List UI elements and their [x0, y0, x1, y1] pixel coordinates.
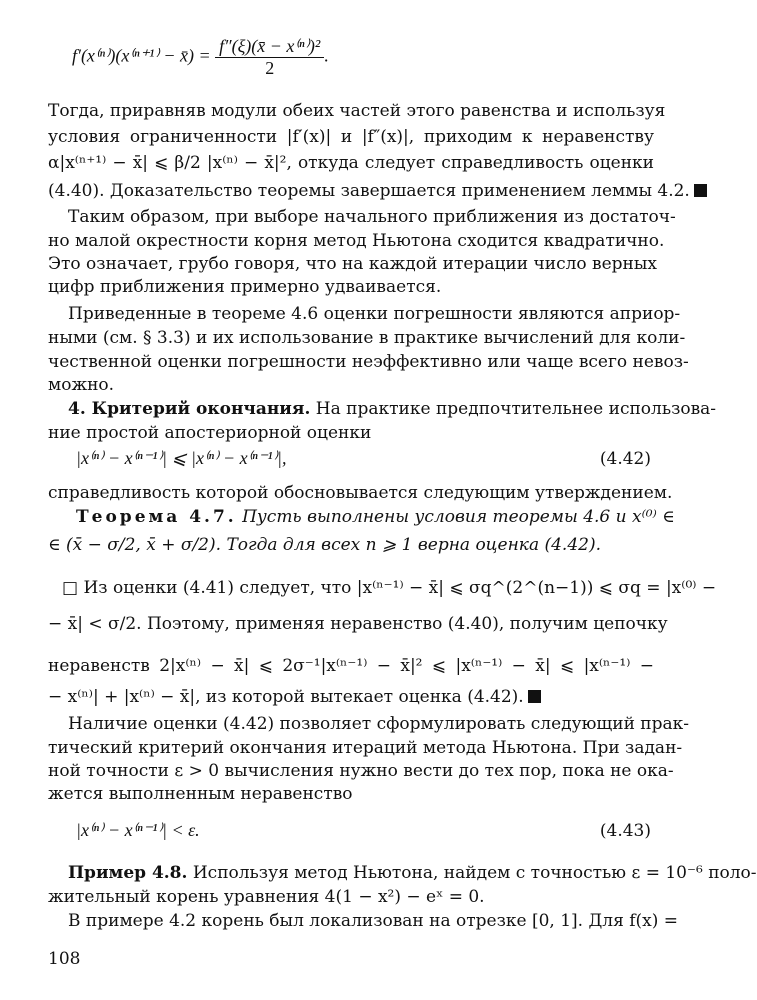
equation-4-43: |x⁽ⁿ⁾ − x⁽ⁿ⁻¹⁾| < ε. — [76, 820, 200, 840]
section-heading: 4. Критерий окончания. — [68, 399, 311, 419]
theorem-label: Теорема 4.7. — [76, 507, 237, 527]
text-line: Используя метод Ньютона, найдем с точностью ε = 10⁻⁶ поло- — [192, 863, 757, 883]
theorem-line — [76, 506, 675, 528]
text-line: Наличие оценки (4.42) позволяет сформулировать следующий прак- — [68, 714, 690, 734]
text-line: Приведенные в теореме 4.6 оценки погрешности являются априор- — [68, 304, 681, 324]
text-line: цифр приближения примерно удваивается. — [48, 277, 442, 297]
text-line: ными (см. § 3.3) и их использование в практике вычислений для коли- — [48, 328, 686, 348]
end-of-proof-icon — [694, 184, 707, 197]
text-line: ной точности ε > 0 вычисления нужно вести до тех пор, пока не ока- — [48, 761, 674, 781]
text-line: Тогда, приравняв модули обеих частей этого равенства и используя — [48, 101, 666, 121]
example-label: Пример 4.8. — [68, 863, 188, 883]
text-line: но малой окрестности корня метод Ньютона сходится квадратично. — [48, 231, 665, 251]
text-line: условия ограниченности |f′(x)| и |f″(x)|, приходим к неравенству — [48, 127, 654, 147]
text-line: чественной оценки погрешности неэффективно или чаще всего невоз- — [48, 352, 689, 372]
example-line — [68, 862, 757, 884]
text-line: ∈ (x̄ − σ/2, x̄ + σ/2). Тогда для всех n ⩾ 1 верна оценка (4.42). — [48, 535, 602, 555]
text-line: ние простой апостериорной оценки — [48, 423, 372, 443]
formula-top-lhs: f′(x⁽ⁿ⁾)(x⁽ⁿ⁺¹⁾ − x̄) = — [72, 45, 211, 66]
text-line: На практике предпочтительнее использова- — [315, 399, 717, 419]
end-of-proof-icon — [528, 690, 541, 703]
text-line: справедливость которой обосновывается следующим утверждением. — [48, 483, 673, 503]
text-line: Пусть выполнены условия теоремы 4.6 и x⁽⁰⁾ ∈ — [242, 507, 675, 527]
formula-top-fraction — [215, 36, 324, 79]
text-line-with-box — [48, 686, 654, 708]
text-line: Таким образом, при выборе начального приближения из достаточ- — [68, 207, 676, 227]
formula-top-numerator: f″(ξ)(x̄ − x⁽ⁿ⁾)² — [215, 36, 324, 58]
section-4-line — [68, 398, 717, 420]
text-line: Это означает, грубо говоря, что на каждой итерации число верных — [48, 254, 657, 274]
text-line: □ Из оценки (4.41) следует, что |x⁽ⁿ⁻¹⁾ − x̄| ⩽ σq^(2^(n−1)) ⩽ σq = |x⁽⁰⁾ − — [62, 578, 717, 598]
text-line: жительный корень уравнения 4(1 − x²) − eˣ = 0. — [48, 887, 485, 907]
text-line-with-box — [48, 180, 690, 202]
equation-number-4-42: (4.42) — [599, 449, 651, 469]
text-line: − x⁽ⁿ⁾| + |x⁽ⁿ⁾ − x̄|, из которой вытекает оценка (4.42). — [48, 687, 524, 707]
text-line: неравенств 2|x⁽ⁿ⁾ − x̄| ⩽ 2σ⁻¹|x⁽ⁿ⁻¹⁾ − x̄|² ⩽ |x⁽ⁿ⁻¹⁾ − x̄| ⩽ |x⁽ⁿ⁻¹⁾ − — [48, 656, 654, 676]
text-line: жется выполненным неравенство — [48, 784, 353, 804]
text-line: тический критерий окончания итераций метода Ньютона. При задан- — [48, 738, 683, 758]
text-line: можно. — [48, 375, 115, 395]
text-line: − x̄| < σ/2. Поэтому, применяя неравенство (4.40), получим цепочку — [48, 614, 668, 634]
text-line: α|x⁽ⁿ⁺¹⁾ − x̄| ⩽ β/2 |x⁽ⁿ⁾ − x̄|², откуда следует справедливость оценки — [48, 153, 654, 173]
equation-4-42: |x⁽ⁿ⁾ − x⁽ⁿ⁻¹⁾| ⩽ |x⁽ⁿ⁾ − x⁽ⁿ⁻¹⁾|, — [76, 448, 287, 468]
formula-top-denominator: 2 — [265, 58, 275, 78]
text-line: В примере 4.2 корень был локализован на отрезке [0, 1]. Для f(x) = — [68, 911, 679, 931]
equation-number-4-43: (4.43) — [599, 821, 651, 841]
formula-top — [72, 36, 329, 79]
text-line: (4.40). Доказательство теоремы завершается применением леммы 4.2. — [48, 181, 690, 201]
formula-top-end: . — [324, 45, 329, 66]
page-number: 108 — [48, 949, 81, 969]
